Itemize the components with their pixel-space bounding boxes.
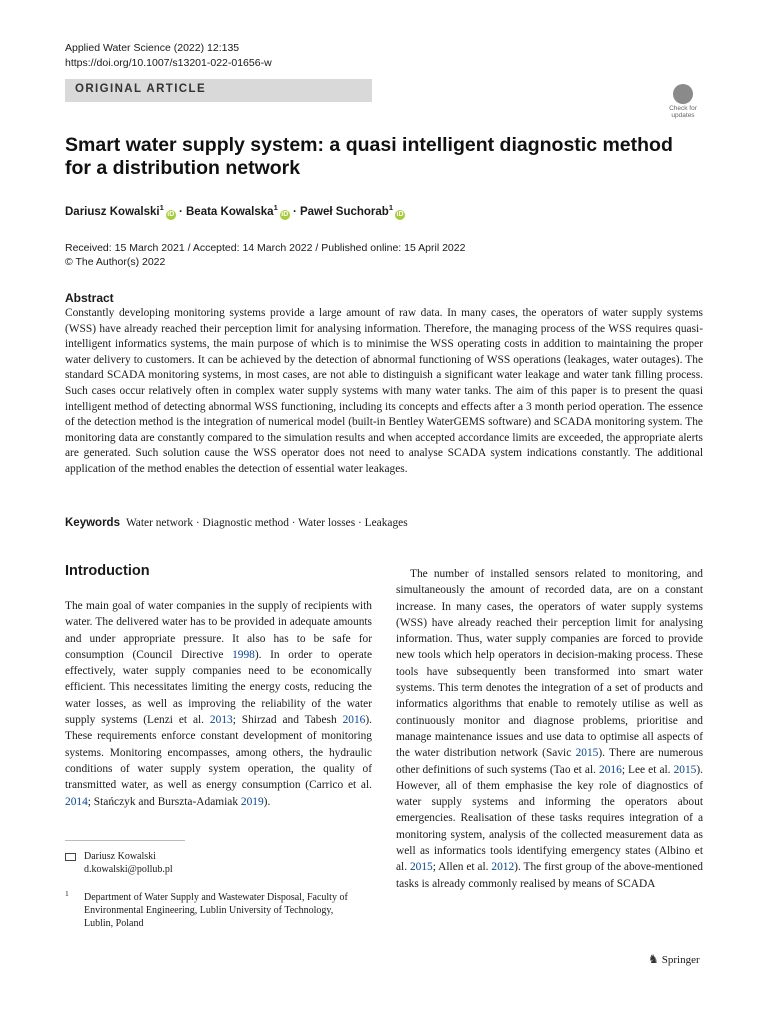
corresponding-author <box>84 850 173 876</box>
check-updates-icon <box>673 84 693 104</box>
citation-link[interactable]: 2012 <box>491 861 515 874</box>
citation-link[interactable]: 2015 <box>673 763 697 776</box>
envelope-icon <box>65 853 76 861</box>
body-text: ). However, all of them emphasise the key role of diagnostics of water supply systems and informing the operators about emergencies. Realisation of these tasks requires integration of a monitoring system, analysis of the collected measurement data as well as informatics tools identifying emergency states (Albino et al. <box>396 763 704 874</box>
citation-link[interactable]: 2013 <box>209 714 233 727</box>
affiliation-text: Department of Water Supply and Wastewater Disposal, Faculty of Environmental Engineering, Lublin University of Technology, Lublin, Poland <box>84 892 348 929</box>
author-separator: · <box>289 205 300 218</box>
check-for-updates-badge[interactable] <box>664 84 702 122</box>
doi-link[interactable]: https://doi.org/10.1007/s13201-022-01656-w <box>65 57 272 69</box>
article-type-bar <box>65 79 372 102</box>
body-text: ; Stańczyk and Burszta-Adamiak <box>87 795 241 808</box>
body-text: ). <box>263 795 271 808</box>
author-affiliation-sup: 1 <box>159 203 164 212</box>
publisher-logo <box>648 952 700 967</box>
body-text: ). These requirements enforce constant development of monitoring systems. Monitoring encompasses, among others, the hydraulic conditions of water supply system operation, the quality of transmitted water, as well as energy consumption (Carrico et al. <box>65 714 373 792</box>
keywords-list: Water network · Diagnostic method · Water losses · Leakages <box>125 517 408 529</box>
footnote-divider <box>65 840 185 841</box>
keywords-label: Keywords <box>65 517 120 529</box>
citation-link[interactable]: 2014 <box>65 795 88 808</box>
publisher-name: Springer <box>661 954 700 966</box>
corresponding-name: Dariusz Kowalski <box>84 851 156 862</box>
citation-link[interactable]: 2016 <box>599 763 622 776</box>
orcid-icon[interactable]: iD <box>396 210 404 218</box>
body-text: ). The first group of the above-mentioned tasks is already commonly realised by means of SCADA <box>396 861 703 890</box>
section-heading-introduction: Introduction <box>65 563 150 579</box>
journal-header <box>65 41 272 71</box>
corresponding-email[interactable]: d.kowalski@pollub.pl <box>84 864 173 875</box>
author-list <box>65 203 405 220</box>
publication-dates <box>65 241 465 269</box>
author-affiliation-sup: 1 <box>273 203 278 212</box>
body-column-left <box>65 598 372 810</box>
author-name[interactable]: Paweł Suchorab <box>299 205 389 218</box>
body-column-right <box>396 566 703 892</box>
journal-citation: Applied Water Science (2022) 12:135 <box>65 42 240 54</box>
article-type-label: ORIGINAL ARTICLE <box>75 83 207 95</box>
author-name[interactable]: Dariusz Kowalski <box>65 205 160 218</box>
affiliation-number: 1 <box>65 889 69 898</box>
springer-horse-icon: ♞ <box>648 952 659 966</box>
badge-line2: updates <box>671 112 695 119</box>
keywords <box>65 517 408 529</box>
orcid-icon[interactable]: iD <box>167 210 175 218</box>
citation-link[interactable]: 2015 <box>409 861 433 874</box>
body-text: The main goal of water companies in the supply of recipients with water. The delivered water has to be provided in adequate amounts and under appropriate pressure. It also has to be safe for consumption (Council Directive <box>65 600 372 661</box>
badge-line1: Check for <box>669 105 697 112</box>
citation-link[interactable]: 2019 <box>240 795 264 808</box>
author-affiliation-sup: 1 <box>388 203 393 212</box>
body-text: The number of installed sensors related to monitoring, and simultaneously the amount of recorded data, are on a constant increase. In many cases, the operators of water supply systems (WSS) have already reached their perception limit for analysing information. Thus, water supply companies are forced to provide new tools which help operators in decision-making process. These tools have subsequently been transformed into smart water systems. This term denotes the integration of a set of products and informatics algorithms that enable to remotely utilise as well as continuously monitor and diagnose problems, prioritise and manage maintenance issues and use data to optimise all aspects of the water distribution network (Savic <box>396 568 703 760</box>
body-text: ; Lee et al. <box>621 763 674 776</box>
citation-link[interactable]: 2016 <box>342 714 366 727</box>
orcid-icon[interactable]: iD <box>281 210 289 218</box>
author-name[interactable]: Beata Kowalska <box>186 205 274 218</box>
body-text: ; Shirzad and Tabesh <box>232 714 343 727</box>
abstract-heading: Abstract <box>65 291 114 305</box>
body-text: ). There are numerous other definitions of such systems (Tao et al. <box>396 747 703 776</box>
citation-link[interactable]: 2015 <box>575 747 599 760</box>
history-dates: Received: 15 March 2021 / Accepted: 14 March 2022 / Published online: 15 April 2022 <box>65 242 466 254</box>
author-separator: · <box>175 205 186 218</box>
body-text: ; Allen et al. <box>432 861 492 874</box>
body-text: ). In order to operate effectively, water supply companies need to be economically efficient. This necessitates limiting the energy costs, reducing the water losses, as well as improving the reliability of the water supply systems (Lenzi et al. <box>65 648 372 727</box>
citation-link[interactable]: 1998 <box>232 648 255 661</box>
copyright: © The Author(s) 2022 <box>65 256 166 268</box>
paper-title: Smart water supply system: a quasi intelligent diagnostic method for a distribution network <box>65 134 673 179</box>
abstract-text: Constantly developing monitoring systems provide a large amount of raw data. In many cases, the operators of water supply systems (WSS) have already reached their perception limit for analysing information. Therefore, the managing process of the WSS requires quasi-intelligent informatics systems, the main purpose of which is to minimise the WSS operating costs in addition to maintaining the proper water delivery to customers. It can be achieved by the detection of abnormal functioning of WSS operations (leakages, water outages). The standard SCADA monitoring systems, in most cases, are not able to distinguish a significant water leakage and water tank filling process. Such cases occur relatively often in complex water supply systems with many water tanks. The aim of this paper is to present the quasi intelligent method of detecting abnormal WSS functioning, including its concepts and effects after a 3 month period operation. The essence of the detection method is the integration of numerical model (built-in Bentley WaterGEMS software) and SCADA monitoring system. The monitoring data are constantly compared to the simulation results and when accepted accordance limits are exceeded, the appropriate alerts are generated. Such solution cause the WSS operator does not need to analyse SCADA system indications constantly. The additional application of the method enables the detection of essential water leakages. <box>65 307 703 475</box>
